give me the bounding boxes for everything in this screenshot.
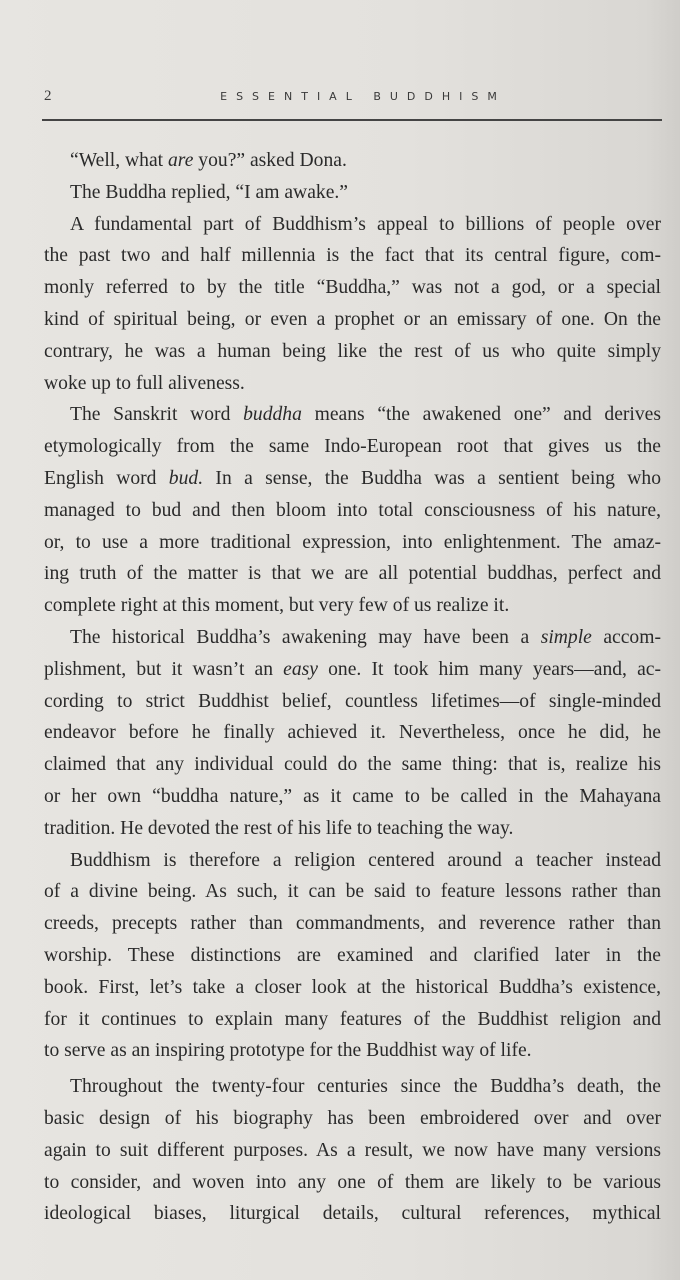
text-line [44,1004,661,1036]
text-line [44,654,661,686]
text-span: to serve as an inspiring prototype for the Buddhist way of life. [44,1040,532,1062]
text-line [44,336,661,368]
text-span: book. First, let’s take a closer look at the historical Buddha’s existence, [44,976,661,998]
text-span: means “the awakened one” and derives [301,404,661,426]
text-line [44,527,661,559]
text-span: The Sanskrit word [70,404,244,426]
text-line [44,781,661,813]
text-span: tradition. He devoted the rest of his life to teaching the way. [44,817,514,839]
text-line [44,1035,661,1067]
text-span: ing truth of the matter is that we are all potential buddhas, perfect and [44,563,661,585]
page-number: 2 [44,88,52,104]
text-span: worship. These distinctions are examined and clarified later in the [44,944,661,966]
body-text [44,145,661,1230]
text-line [44,1071,661,1103]
italic-text: are [168,150,194,171]
italic-text: buddha [243,404,302,426]
text-line [44,495,661,527]
text-line [44,876,661,908]
text-line [44,240,661,272]
italic-text: bud. [168,467,204,489]
running-header [44,88,662,108]
text-line [44,813,661,845]
text-line [44,686,661,718]
text-span: ideological biases, liturgical details, cultural references, mythical [44,1203,661,1225]
text-line [44,845,661,877]
text-span: or, to use a more traditional expression, into enlightenment. The amaz- [44,531,661,553]
text-line [44,717,661,749]
text-span: to consider, and woven into any one of them are likely to be various [44,1171,661,1193]
text-line [44,177,661,209]
text-span: or her own “buddha nature,” as it came to be called in the Mahayana [44,785,661,807]
text-span: woke up to full aliveness. [44,372,245,394]
text-span: The historical Buddha’s awakening may have been a [70,626,541,648]
text-line [44,749,661,781]
text-line [44,1135,661,1167]
text-span: for it continues to explain many features of the Buddhist religion and [44,1008,661,1030]
italic-text: easy [283,658,318,680]
text-span: etymologically from the same Indo-European root that gives us the [44,436,661,458]
text-line [44,972,661,1004]
text-line [44,463,661,495]
header-rule [42,119,662,121]
text-line [44,940,661,972]
text-line [44,304,661,336]
text-span: basic design of his biography has been embroidered over and over [44,1107,661,1129]
text-span: In a sense, the Buddha was a sentient being who [203,467,661,489]
text-line [44,431,661,463]
text-span: contrary, he was a human being like the rest of us who quite simply [44,340,661,362]
text-span: you?” asked Dona. [193,150,347,171]
text-span: English word [44,467,169,489]
text-line [44,558,661,590]
text-line [44,622,661,654]
text-line [44,272,661,304]
text-line [44,590,661,622]
text-line [44,399,661,431]
text-span: complete right at this moment, but very few of us realize it. [44,595,510,617]
text-line [44,1103,661,1135]
text-span: Buddhism is therefore a religion centered around a teacher instead [70,849,661,871]
text-span: the past two and half millennia is the fact that its central figure, com- [44,245,661,267]
text-span: claimed that any individual could do the same thing: that is, realize his [44,754,661,776]
text-line [44,1198,661,1230]
text-span: accom- [591,626,661,648]
text-span: plishment, but it wasn’t an [44,658,284,680]
text-line [44,1167,661,1199]
text-span: A fundamental part of Buddhism’s appeal to billions of people over [70,213,661,235]
text-span: kind of spiritual being, or even a prophet or an emissary of one. On the [44,308,661,330]
text-span: endeavor before he finally achieved it. Nevertheless, once he did, he [44,722,661,744]
text-span: managed to bud and then bloom into total consciousness of his nature, [44,499,661,521]
text-span: one. It took him many years—and, ac- [318,658,661,680]
italic-text: simple [540,626,592,648]
text-span: “Well, what [70,150,168,171]
text-span: cording to strict Buddhist belief, countless lifetimes—of single-minded [44,690,661,712]
text-span: creeds, precepts rather than commandments, and reverence rather than [44,913,661,935]
text-span: Throughout the twenty-four centuries since the Buddha’s death, the [70,1076,661,1098]
text-line [44,209,661,241]
text-span: monly referred to by the title “Buddha,” was not a god, or a special [44,277,661,299]
text-line [44,908,661,940]
running-title: ESSENTIAL BUDDHISM [220,90,506,103]
text-line [44,145,661,177]
text-span: again to suit different purposes. As a result, we now have many versions [44,1139,661,1161]
text-span: of a divine being. As such, it can be said to feature lessons rather than [44,881,661,903]
text-line [44,368,661,400]
text-span: The Buddha replied, “I am awake.” [70,181,348,203]
